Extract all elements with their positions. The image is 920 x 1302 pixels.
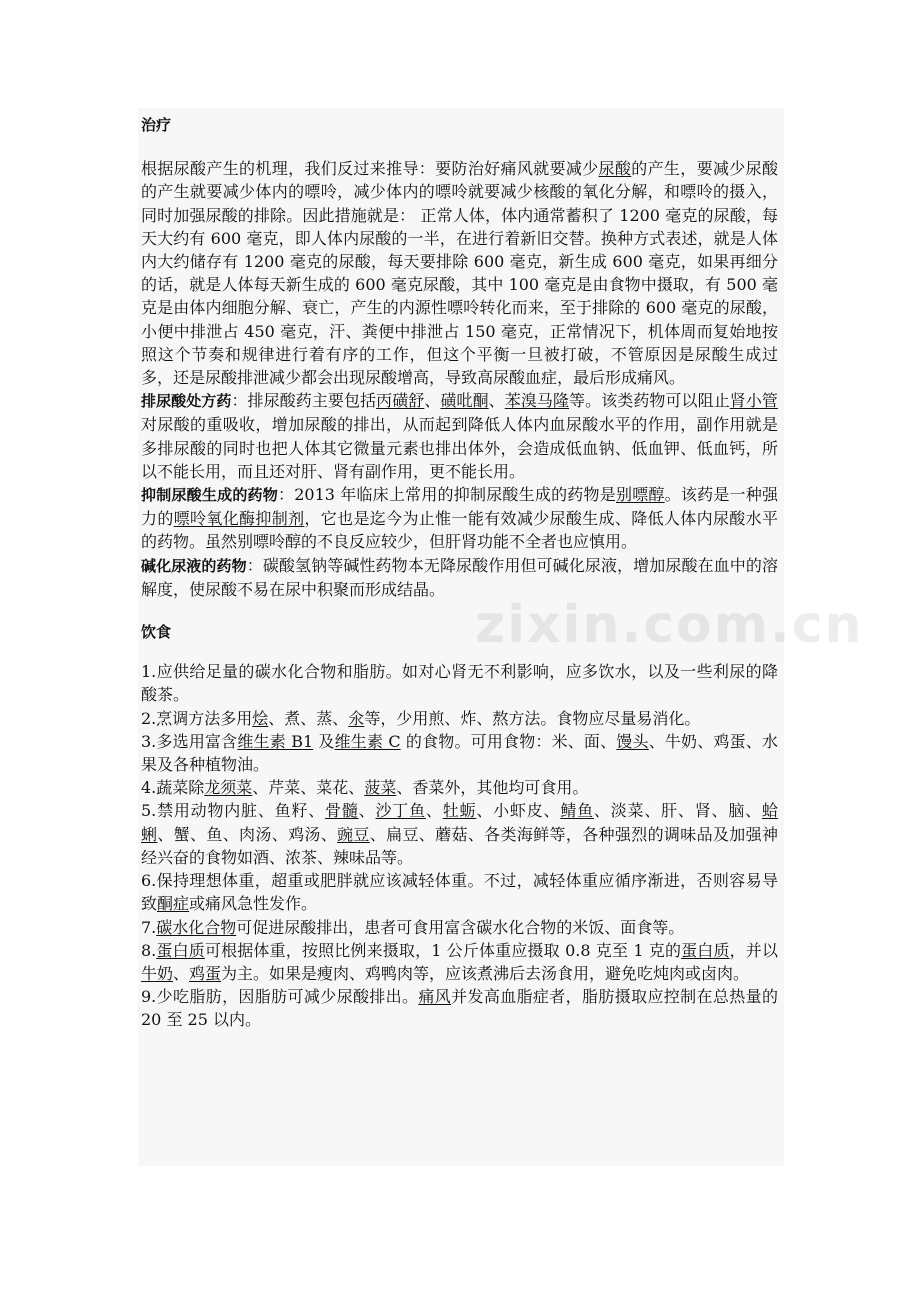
term-link[interactable]: 苯溴马隆 xyxy=(504,391,570,411)
diet-item: 9.少吃脂肪，因脂肪可减少尿酸排出。痛风并发高血脂症者，脂肪摄取应控制在总热量的 20 至 25 以内。 xyxy=(141,987,778,1030)
drug-text-alkalizer: ：碳酸氢钠等碱性药物本无降尿酸作用但可碱化尿液，增加尿酸在血中的溶解度，使尿酸不易在尿中积聚而形成结晶。 xyxy=(141,555,778,599)
term-link[interactable]: 丙磺舒 xyxy=(376,391,425,411)
term-link[interactable]: 馒头 xyxy=(616,731,649,751)
drug-label-inhibitor: 抑制尿酸生成的药物 xyxy=(141,486,278,505)
term-link[interactable]: 蛋白质 xyxy=(681,940,730,960)
drug-label-uricosuric: 排尿酸处方药 xyxy=(141,392,232,411)
section-heading-diet: 饮食 xyxy=(141,623,172,642)
term-link[interactable]: 菠菜 xyxy=(364,778,397,798)
term-link[interactable]: 骨髓 xyxy=(325,801,359,821)
diet-item: 7.碳水化合物可促进尿酸排出，患者可食用富含碳水化合物的米饭、面食等。 xyxy=(141,917,685,937)
term-link[interactable]: 蛋白质 xyxy=(156,940,205,960)
term-link[interactable]: 维生素 B1 xyxy=(237,731,314,751)
term-link[interactable]: 维生素 C xyxy=(334,731,401,751)
term-link[interactable]: 牡蛎 xyxy=(442,801,477,821)
term-link[interactable]: 氽 xyxy=(348,708,365,728)
diet-item: 1.应供给足量的碳水化合物和脂肪。如对心肾无不利影响，应多饮水，以及一些利尿的降酸茶。 xyxy=(141,662,778,705)
diet-list xyxy=(141,660,778,1031)
term-link[interactable]: 蛤蜊 xyxy=(141,801,778,844)
term-link[interactable]: 磺吡酮 xyxy=(440,391,489,411)
drug-text-uricosuric: ：排尿酸药主要包括丙磺舒、磺吡酮、苯溴马隆等。该类药物可以阻止肾小管对尿酸的重吸收，增加尿酸的排出，从而起到降低人体内血尿酸水平的作用，副作用就是多排尿酸的同时也把人体其它微量元素也排出体外，会造成低血钠、低血钾、低血钙，所以不能长用，而且还对肝、肾有副作用，更不能长用。 xyxy=(141,391,778,481)
diet-item: 4.蔬菜除龙须菜、芹菜、菜花、菠菜、香菜外，其他均可食用。 xyxy=(141,778,589,798)
drug-paragraph-alkalizer xyxy=(141,554,778,601)
treatment-intro-paragraph: 根据尿酸产生的机理，我们反过来推导：要防治好痛风就要减少尿酸的产生，要减少尿酸的产生就要减少体内的嘌呤，减少体内的嘌呤就要减少核酸的氧化分解，和嘌呤的摄入，同时加强尿酸的排除。因此措施就是： 正常人体，体内通常蓄积了 1200 毫克的尿酸，每天大约有 600 毫克，即人体内尿酸的一半，在进行着新旧交替。换种方式表述，就是人体内大约储存有 1200 毫克的尿酸，每天要排除 600 毫克，新生成 600 毫克，如果再细分的话，就是人体每天新生成的 600 毫克尿酸，其中 100 毫克是由食物中摄取，有 500 毫克是由体内细胞分解、衰亡，产生的内源性嘌呤转化而来，至于排除的 600 毫克的尿酸，小便中排泄占 450 毫克，汗、粪便中排泄占 150 毫克，正常情况下，机体周而复始地按照这个节奏和规律进行着有序的工作，但这个平衡一旦被打破，不管原因是尿酸生成过多，还是尿酸排泄减少都会出现尿酸增高，导致高尿酸血症，最后形成痛风。 xyxy=(141,159,778,388)
term-link[interactable]: 碳水化合物 xyxy=(156,917,237,937)
diet-item: 6.保持理想体重，超重或肥胖就应该减轻体重。不过，减轻体重应循序渐进，否则容易导致酮症或痛风急性发作。 xyxy=(141,871,778,914)
term-link[interactable]: 豌豆 xyxy=(337,824,370,844)
term-link[interactable]: 痛风 xyxy=(418,987,452,1007)
term-link[interactable]: 嘌呤氧化酶抑制剂 xyxy=(173,509,305,529)
diet-item: 2.烹调方法多用烩、煮、蒸、氽等，少用煎、炸、熬方法。食物应尽量易消化。 xyxy=(141,708,701,728)
term-link[interactable]: 牛奶 xyxy=(141,963,174,983)
term-link[interactable]: 沙丁鱼 xyxy=(375,801,426,821)
drug-paragraph-inhibitor xyxy=(141,483,778,554)
term-link[interactable]: 鸡蛋 xyxy=(189,963,222,983)
diet-item: 8.蛋白质可根据体重，按照比例来摄取，1 公斤体重应摄取 0.8 克至 1 克的蛋白质，并以牛奶、鸡蛋为主。如果是瘦肉、鸡鸭肉等，应该煮沸后去汤食用，避免吃炖肉或卤肉。 xyxy=(141,940,778,983)
term-link[interactable]: 别嘌醇 xyxy=(615,485,665,505)
drug-text-inhibitor: ：2013 年临床上常用的抑制尿酸生成的药物是别嘌醇。该药是一种强力的嘌呤氧化酶抑制剂，它也是迄今为止惟一能有效减少尿酸生成、降低人体内尿酸水平的药物。虽然别嘌呤醇的不良反应较少，但肝肾功能不全者也应慎用。 xyxy=(141,485,778,552)
term-link[interactable]: 龙须菜 xyxy=(204,778,253,798)
term-link[interactable]: 尿酸 xyxy=(598,159,632,179)
term-link[interactable]: 肾小管 xyxy=(729,391,778,411)
term-link[interactable]: 鲭鱼 xyxy=(560,801,594,821)
document-content xyxy=(138,108,784,1166)
drug-label-alkalizer: 碱化尿液的药物 xyxy=(141,556,247,575)
term-link[interactable]: 烩 xyxy=(252,708,269,728)
term-link[interactable]: 酮症 xyxy=(157,894,190,914)
section-heading-treatment: 治疗 xyxy=(141,116,172,134)
diet-item: 3.多选用富含维生素 B1 及维生素 C 的食物。可用食物：米、面、馒头、牛奶、鸡蛋、水果及各种植物油。 xyxy=(141,731,778,775)
diet-item: 5.禁用动物内脏、鱼籽、骨髓、沙丁鱼、牡蛎、小虾皮、鲭鱼、淡菜、肝、肾、脑、蛤蜊、蟹、鱼、肉汤、鸡汤、豌豆、扁豆、蘑菇、各类海鲜等，各种强烈的调味品及加强神经兴奋的食物如酒、浓茶、辣味品等。 xyxy=(141,801,778,867)
drug-paragraph-uricosuric xyxy=(141,389,778,483)
